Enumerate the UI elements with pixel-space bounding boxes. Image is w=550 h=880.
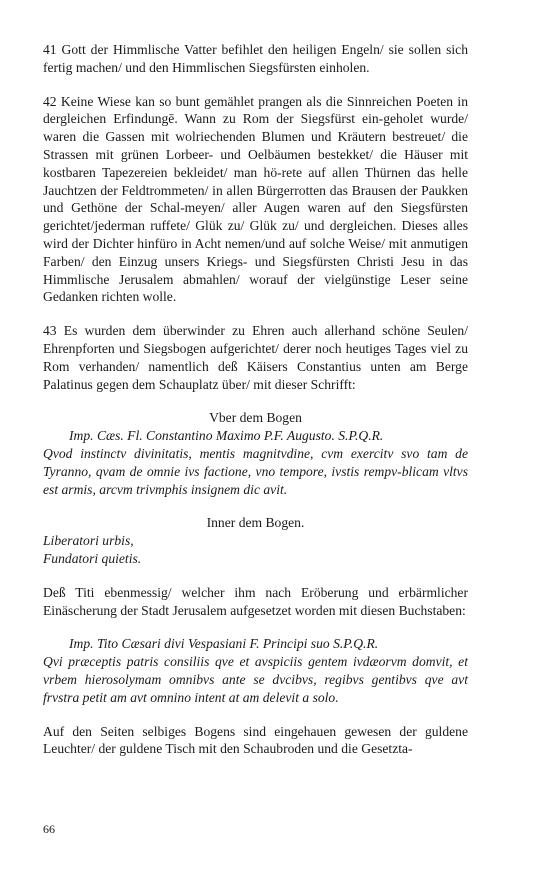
inscription-inner-line2: Fundatori quietis. bbox=[43, 550, 142, 566]
page-number: 66 bbox=[43, 822, 55, 836]
inscription-titus-text: Qvi præceptis patris consiliis qve et avspiciis gentem ivdæorvm domvit, et vrbem hierosolymam omnibvs ante se dvcibvs, regibvs gentibvs qve avt frvstra petit am avt omnino intent at am delevit a solo. bbox=[43, 654, 468, 705]
inscription-heading-inner: Inner dem Bogen. bbox=[206, 515, 305, 531]
inscription-titus-dedication: Imp. Tito Cæsari divi Vespasiani F. Principi suo S.P.Q.R. bbox=[69, 636, 379, 652]
paragraph-41: 41 Gott der Himmlische Vatter befihlet den heiligen Engeln/ sie sollen sich fertig machen/ und den Himmlischen Siegsfürsten einholen. bbox=[43, 42, 468, 75]
paragraph-titus: Deß Titi ebenmessig/ welcher ihm nach Eröberung und erbärmlicher Einäscherung der Stadt Jerusalem aufgesetzet worden mit diesen Buchstaben: bbox=[43, 584, 468, 618]
inscription-heading-outer: Vber dem Bogen bbox=[209, 410, 302, 426]
page-body bbox=[43, 41, 468, 774]
paragraph-43: 43 Es wurden dem überwinder zu Ehren auch allerhand schöne Seulen/ Ehrenpforten und Siegsbogen aufgerichtet/ derer noch heutiges Tages viel zu Rom verhanden/ namentlich deß Käisers Constantius unten am Berge Palatinus gegen dem Schauplatz über/ mit dieser Schrifft: bbox=[43, 323, 468, 392]
inscription-inner-line1: Liberatori urbis, bbox=[43, 533, 134, 549]
inscription-constantine bbox=[43, 409, 468, 498]
inscription-constantine-text: Qvod instinctv divinitatis, mentis magnitvdine, cvm exercitv svo tam de Tyranno, qvam de omnie ivs factione, vno tempore, ivstis rempv-blicam vltvs est armis, arcvm trivmphis insignem dic avit. bbox=[43, 445, 468, 497]
paragraph-42: 42 Keine Wiese kan so bunt gemählet prangen als die Sinnreichen Poeten in dergleichen Erfindungē. Wann zu Rom der Siegsfürst ein-geholet wurde/ waren die Gassen mit wolriechenden Blumen und Kräutern bestreuet/ die Strassen mit grünen Lorbeer- und Oelbäumen bestekket/ die Häuser mit kostbaren Tapezereien bekleidet/ man hö-rete auf allen Thürnen das helle Jauchtzen der Feldtrommeten/ in allen Bürgerrotten das Brausen der Paukken und Gethöne der Schal-meyen/ aller Augen waren auf den Siegsfürsten gerichtet/jederman ruffete/ Glük zu/ Glük zu/ und dergleichen. Dieses alles wird der Dichter hinfüro in Acht nemen/und auf solche Weise/ mit anmutigen Farben/ den Einzug unsers Kriegs- und Siegsfürsten Christi Jesu in das Himmlische Jerusalem abmahlen/ worauf der vielgünstige Leser seine Gedanken richten wolle. bbox=[43, 93, 468, 305]
paragraph-last: Auf den Seiten selbiges Bogens sind eingehauen gewesen der guldene Leuchter/ der guldene Tisch mit den Schaubroden und die Gesetzta- bbox=[43, 723, 468, 757]
inscription-titus bbox=[43, 635, 468, 706]
inscription-inner bbox=[43, 514, 468, 567]
inscription-constantine-dedication: Imp. Cæs. Fl. Constantino Maximo P.F. Augusto. S.P.Q.R. bbox=[69, 428, 384, 444]
